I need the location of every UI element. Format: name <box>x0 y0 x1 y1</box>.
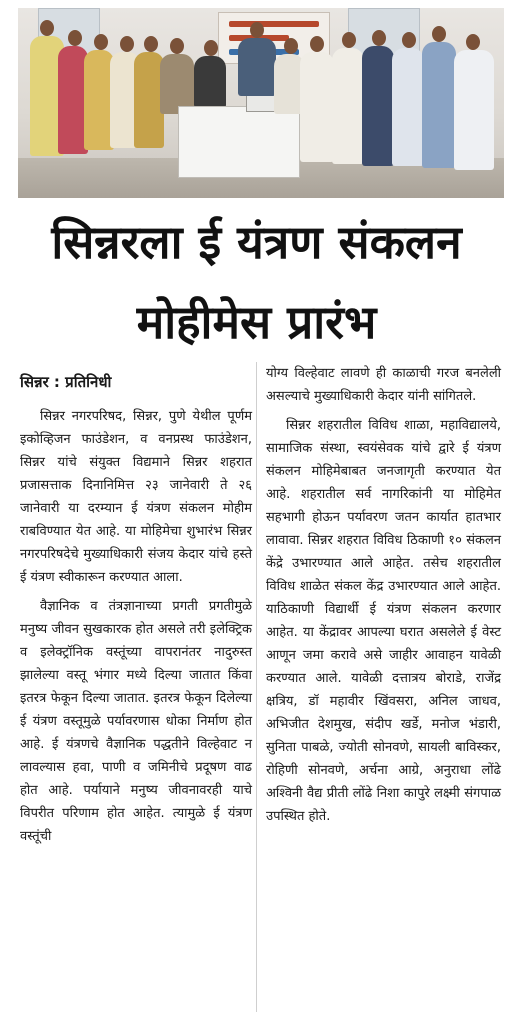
person-head <box>310 36 324 52</box>
person-head <box>402 32 416 48</box>
column-divider <box>256 362 257 1012</box>
person-head <box>94 34 108 50</box>
table <box>178 106 300 178</box>
person <box>160 54 194 114</box>
person <box>300 52 334 162</box>
person-head <box>342 32 356 48</box>
person <box>332 48 364 164</box>
person <box>392 48 424 166</box>
paragraph: सिन्नर नगरपरिषद, सिन्नर, पुणे येथील पूर्णम इकोव्हिजन फाउंडेशन, व वनप्रस्थ फाउंडेशन, सिन्नर यांचे संयुक्त विद्यमाने सिन्नर शहरात प्रजासत्ताक दिनानिमित्त २३ जानेवारी ते २६ जानेवारी या दरम्यान ई यंत्रण संकलन मोहीम राबविण्यात येत आहे. या मोहिमेचा शुभारंभ सिन्नर नगरपरिषदेचे मुख्याधिकारी संजय केदार यांचे हस्ते ई यंत्रण स्वीकारून करण्यात आला. <box>20 409 252 585</box>
person-head <box>204 40 218 56</box>
person-head <box>466 34 480 50</box>
person <box>238 38 276 96</box>
paragraph: योग्य विल्हेवाट लावणे ही काळाची गरज बनलेली असल्याचे मुख्याधिकारी केदार यांनी सांगितले. <box>266 366 501 404</box>
person-head <box>144 36 158 52</box>
person <box>454 50 494 170</box>
paragraph: सिन्नर शहरातील विविध शाळा, महाविद्यालये, सामाजिक संस्था, स्वयंसेवक यांचे द्वारे ई यंत्रण संकलन मोहिमेबाबत जनजागृती करण्यात येत आहे. शहरातील सर्व नागरिकांनी या मोहिमेत सहभागी होऊन पर्यावरण जतन कार्यात हातभार लावावा. सिन्नर शहरात विविध ठिकाणी १० संकलन केंद्रे उभारण्यात आले आहेत. तसेच शहरातील विविध शाळेत संकल केंद्र उभारण्यात आले आहेत. याठिकाणी विद्यार्थी ई यंत्रण संकलन करणार आहेत. या केंद्रावर आपल्या घरात असलेले ई वेस्ट आणून जमा करावे असे जाहीर आवाहन यावेळी करण्यात आले. यावेळी दत्तात्रय बोराडे, राजेंद्र क्षत्रिय, डॉ महावीर खिंवसरा, अनिल जाधव, अभिजीत देशमुख, संदीप खर्डे, मनोज भंडारी, सुनिता पाबळे, ज्योती सोनवणे, सायली बाविस्कर, रोहिणी सोनवणे, अर्चना आग्रे, अनुराधा लोंढे अश्विनी वैद्य प्रीती लोंढे निशा कापुरे लक्ष्मी संगपाळ उपस्थित होते. <box>266 418 501 824</box>
person-head <box>284 38 298 54</box>
person-head <box>250 22 264 38</box>
dateline: सिन्नर : प्रतिनिधी <box>20 373 112 391</box>
person-head <box>68 30 82 46</box>
paragraph: वैज्ञानिक व तंत्रज्ञानाच्या प्रगती प्रगतीमुळे मनुष्य जीवन सुखकारक होत असले तरी इलेक्ट्रिक व इलेक्ट्रॉनिक वस्तूंच्या वापरानंतर नादुरुस्त झालेल्या वस्तू भंगार मध्ये दिल्या जातात किंवा इतरत्र फेकून दिल्या जातात. इतरत्र फेकून दिलेल्या ई यंत्रण वस्तूमुळे पर्यावरणास धोका निर्माण होत आहे. ई यंत्रणचे वैज्ञानिक पद्धतीने विल्हेवाट न लावल्यास हवा, पाणी व जमिनीचे प्रदूषण वाढ होत आहे. पर्यायाने मनुष्य जीवनावरही याचे विपरीत परिणाम होत आहेत. त्यामुळे ई यंत्रण वस्तूंची <box>20 599 252 844</box>
person <box>422 42 456 168</box>
left-column <box>20 405 252 848</box>
person-head <box>170 38 184 54</box>
person-head <box>432 26 446 42</box>
headline-line-2: मोहीमेस प्रारंभ <box>136 295 377 349</box>
person-head <box>40 20 54 36</box>
right-column <box>266 362 501 828</box>
person-head <box>372 30 386 46</box>
person <box>194 56 226 108</box>
person-head <box>120 36 134 52</box>
article-photo <box>18 8 504 198</box>
person <box>362 46 394 166</box>
headline-line-1: सिन्नरला ई यंत्रण संकलन <box>51 215 462 269</box>
